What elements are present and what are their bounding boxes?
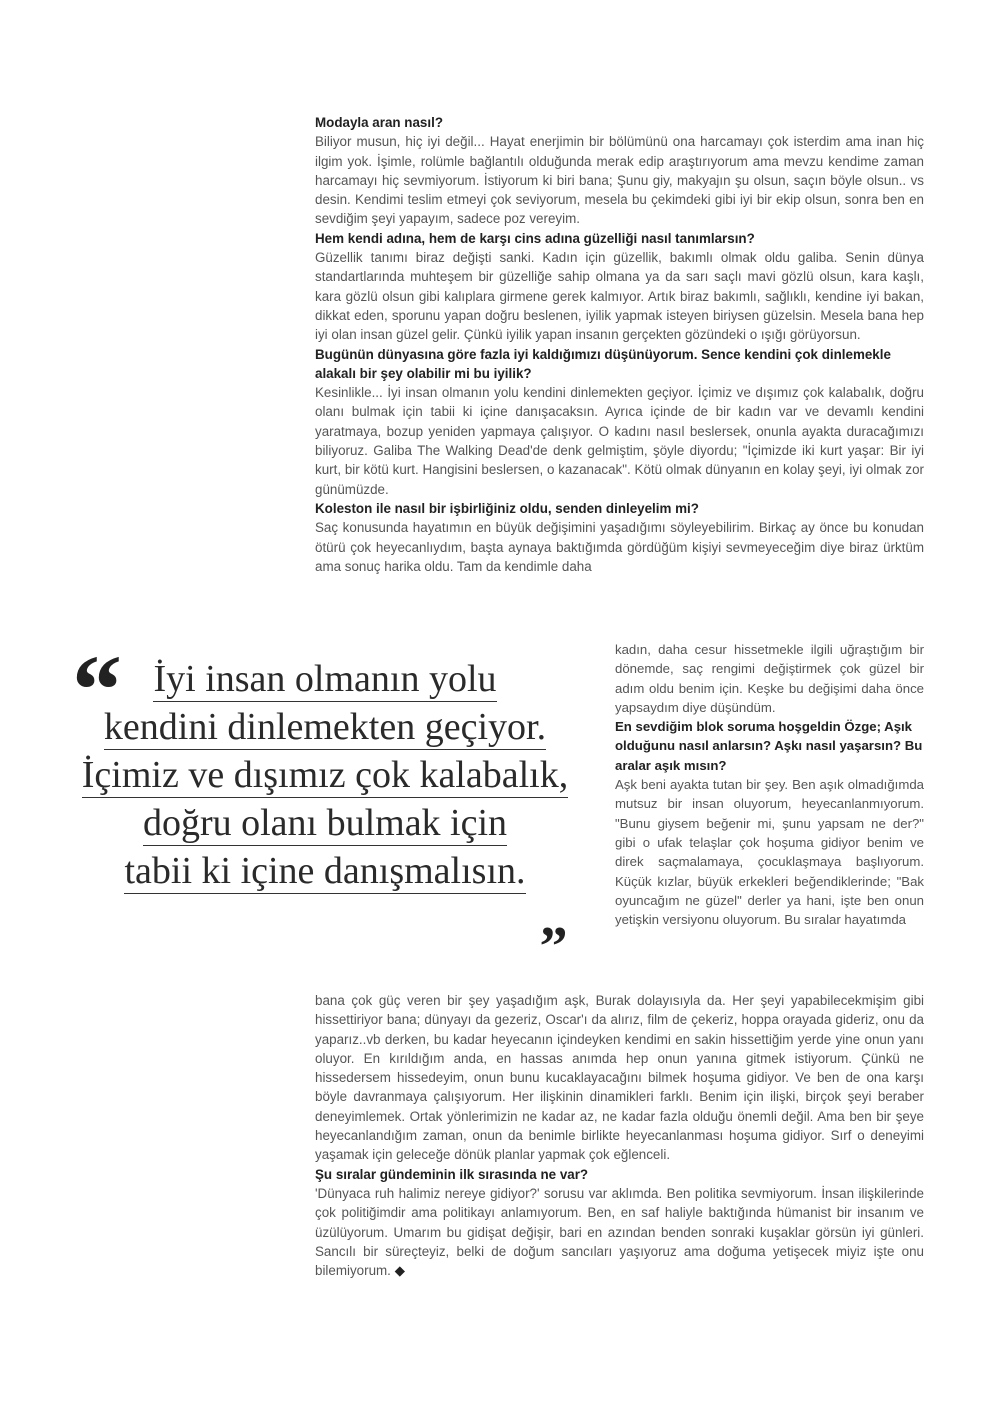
answer-koleston-narrow: kadın, daha cesur hissetmekle ilgili uğraştığım bir dönemde, saç rengimi değiştirmek çok güzel bir adım oldu benim için. Keşke bu değişimi daha önce yapsaydım diye düşündüm. (615, 642, 924, 715)
answer-beauty: Güzellik tanımı biraz değişti sanki. Kadın için güzellik, bakımlı olmak oldu galiba. Senin dünya standartlarında muhteşem bir güzelliğe sahip olmana ya da sarı saçlı mavi gözlü olsun, kara kaşlı, kara gözlü olsun gibi kalıplara girmene gerek kalmıyor. Artık biraz bakımlı, sağlıklı, kendine iyi bakan, dikkat eden, sporunu yapan doğru beslenen, iyilik yapmak isteyen biriysen güzelsin. Mesela bana hep iyi olan insan güzel gelir. Çünkü iyilik yapan insanın gerçekten gözündeki o ışığı görüyorsun. (315, 250, 924, 343)
answer-agenda (315, 1184, 924, 1280)
answer-agenda-text: 'Dünyaca ruh halimiz nereye gidiyor?' sorusu var aklımda. Ben politika sevmiyorum. İnsan ilişkilerinde çok politiğimdir ama politikayı anlamıyorum. Ben, en saf haliyle baktığında hümanist bir insanım ve üzülüyorum. Umarım bu gidişat değişir, bari en azından benden sonraki kuşaklar görsün iyi günleri. Sancılı bir süreçteyiz, belki de doğum sancıları yaşıyoruz ama doğuma yetişecek miyiz işte onu bilemiyorum. (315, 1185, 924, 1279)
answer-goodness: Kesinlikle... İyi insan olmanın yolu kendini dinlemekten geçiyor. İçimiz ve dışımız çok kalabalık, doğru olanı bulmak için tabii ki içine danışacaksın. Ayrıca içinde de bir kadın var ve devamlı kendini yaratmaya, bozup yeniden yapmaya çalışıyor. O kadını nasıl beslersek, onunla ayakta duracağımızı biliyoruz. Galiba The Walking Dead'de denk gelmiştim, şöyle diyordu; "İçimizde iki kurt yaşar: Bir iyi kurt, bir kötü kurt. Hangisini beslersen, o kazanacak". Kötü olmak dünyanın en kolay şeyi, iyi olmak zor günümüzde. (315, 385, 924, 497)
answer-fashion: Biliyor musun, hiç iyi değil... Hayat enerjimin bir bölümünü ona harcamayı çok isterdim ama inan hiç ilgim yok. İşimle, rolümle bağlantılı olduğunda merak edip araştırıyorum ama mevzu kendime zaman harcamayı hiç sevmiyorum. İstiyorum ki biri bana; Şunu giy, makyajın şu olsun, saçın böyle olsun.. vs desin. Kendimi teslim etmeyi çok seviyorum, mesela bu çekimdeki gibi iyi bir ekip olsun, sonra ben en sevdiğim şeyi yapayım, sadece poz vereyim. (315, 134, 924, 227)
open-quote-mark: “ (72, 634, 122, 745)
question-beauty: Hem kendi adına, hem de karşı cins adına güzelliği nasıl tanımlarsın? (315, 230, 755, 246)
pull-quote (40, 655, 610, 895)
answer-love-wide: bana çok güç veren bir şey yaşadığım aşk, Burak dolayısıyla da. Her şeyi yapabilecekmişim gibi hissettiriyor bana; dünyayı da gezeriz, Oscar'ı da alırız, film de çekeriz, hoppa orayada gideriz, onu da yaparız..vb derken, bu kadar heyecanın içindeyken kendimi en sakin hissettiğim yerde yine onun yanı oluyor. En kırıldığım anda, en hassas anımda hep onun yanına gitmek istiyorum. Çünkü ne hissedersem hissedeyim, onun bunu kucaklayacağını bilmek hoşuma gidiyor. Ve ben de ona karşı böyle davranmaya çalışıyorum. Her ilişkinin dinamikleri farklı. Benim için ilişki, birçok şeyi beraber deneyimlemek. Ortak yönlerimizin ne kadar az, ne kadar fazla olduğu önemli değil. Ama ben bir şeye heyecanlandığım zaman, onun da benimle birlikte heyecanlanması hoşuma gidiyor. Sırf o deneyimi yaşamak için geleceğe dönük planlar yapmak çok eğlenceli. (315, 993, 924, 1163)
question-goodness: Bugünün dünyasına göre fazla iyi kaldığımızı düşünüyorum. Sence kendini çok dinlemekle alakalı bir şey olabilir mi bu iyilik? (315, 346, 891, 381)
answer-koleston-wide: Saç konusunda hayatımın en büyük değişimini yaşadığımı söyleyebilirim. Birkaç ay önce bu konudan ötürü çok heyecanlıydım, başta aynaya baktığımda gördüğüm kişiyi sevmeyeceğim diye biraz ürktüm ama sonuç harika oldu. Tam da kendimle daha (315, 520, 924, 574)
end-mark-icon: ◆ (394, 1263, 405, 1279)
question-agenda: Şu sıralar gündeminin ilk sırasında ne var? (315, 1166, 589, 1182)
pull-quote-line-5: tabii ki içine danışmalısın. (124, 850, 526, 892)
question-koleston: Koleston ile nasıl bir işbirliğiniz oldu, senden dinleyelim mi? (315, 500, 699, 516)
pull-quote-line-2: kendini dinlemekten geçiyor. (103, 706, 547, 748)
answer-love-narrow: Aşk beni ayakta tutan bir şey. Ben aşık olmadığımda mutsuz bir insan oluyorum, heyecanlanmıyorum. "Bunu giysem beğenir mi, şunu yapsam ne der?" gibi o ufak telaşlar çok hoşuma gidiyor benim ve direk saçmalamaya, çocuklaşmaya başlıyorum. Küçük kızlar, büyük erkekleri beğendiklerinde; "Bak oyuncağım ne güzel" derler ya hani, işte ben onun yetişkin versiyonu oluyorum. Bu sıralar hayatımda (615, 777, 924, 928)
pull-quote-line-3: İçimiz ve dışımız çok kalabalık, (81, 754, 569, 796)
question-fashion: Modayla aran nasıl? (315, 115, 443, 130)
pull-quote-line-1: İyi insan olmanın yolu (153, 658, 497, 700)
question-love: En sevdiğim blok soruma hoşgeldin Özge; Aşık olduğunu nasıl anlarsın? Aşkı nasıl yaşarsın? Bu aralar aşık mısın? (615, 719, 923, 773)
section-narrow-column (615, 640, 924, 929)
close-quote-mark: „ (540, 887, 568, 949)
section-love-continued (315, 991, 924, 1280)
pull-quote-line-4: doğru olanı bulmak için (142, 802, 508, 844)
section-fashion (315, 113, 924, 576)
